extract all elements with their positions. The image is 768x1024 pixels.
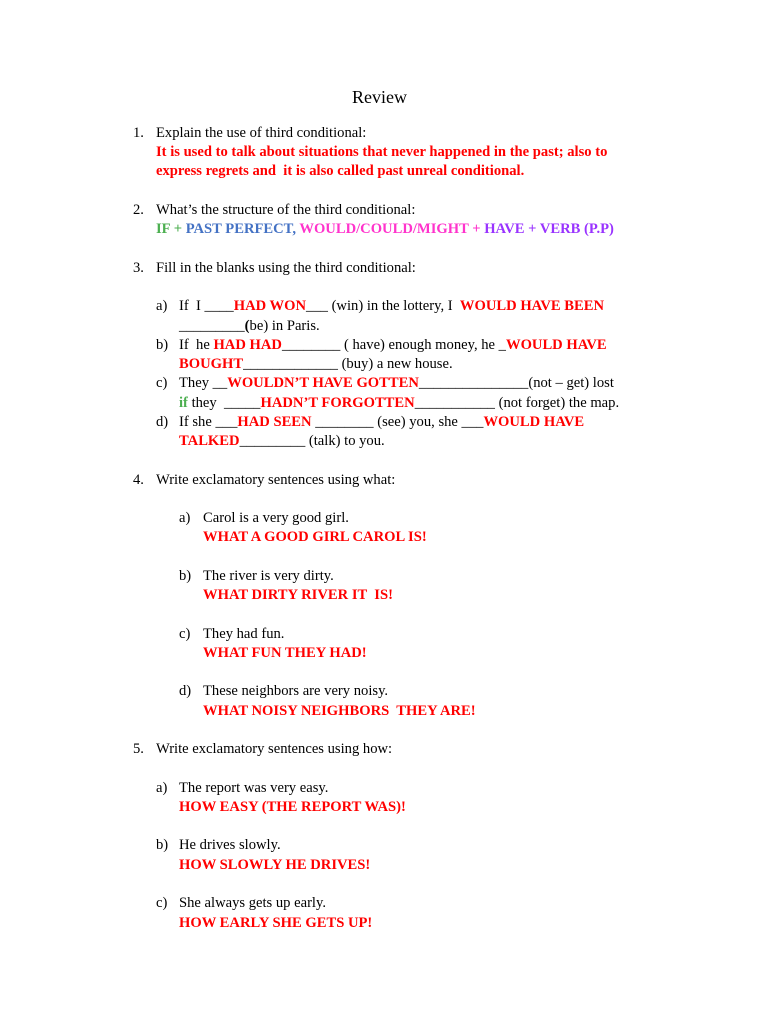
item-5a-letter: a) [156, 780, 168, 796]
answer-had-had: HAD HAD [213, 337, 282, 353]
item-3d-line-2: TALKED_________ (talk) to you. [179, 433, 385, 449]
item-4a-answer: WHAT A GOOD GIRL CAROL IS! [203, 529, 427, 545]
item-3b-letter: b) [156, 337, 169, 353]
question-1-answer-line-2: express regrets and it is also called past unreal conditional. [156, 163, 525, 179]
question-3-number: 3. [133, 260, 144, 276]
structure-modals: WOULD/COULD/MIGHT [295, 221, 469, 237]
structure-if: IF [156, 221, 171, 237]
answer-hadnt-forgotten: HADN’T FORGOTTEN [260, 395, 415, 411]
item-3c-line-2: if they _____HADN’T FORGOTTEN___________ (not forget) the map. [179, 395, 620, 411]
question-4-prompt: Write exclamatory sentences using what: [156, 472, 396, 488]
item-4d-sentence: These neighbors are very noisy. [203, 683, 389, 699]
question-2-prompt: What’s the structure of the third conditional: [156, 202, 416, 218]
question-2-answer [156, 220, 614, 238]
question-5-prompt: Write exclamatory sentences using how: [156, 741, 393, 757]
structure-have-verb: HAVE + VERB (P.P) [484, 221, 614, 237]
structure-plus: + [468, 221, 485, 237]
item-3a-line-2: _________(be) in Paris. [179, 318, 320, 334]
item-4d-answer: WHAT NOISY NEIGHBORS THEY ARE! [203, 703, 476, 719]
structure-plus: + [170, 221, 186, 237]
item-3a-line-1: If I ____HAD WON___ (win) in the lottery, I WOULD HAVE BEEN [179, 298, 604, 314]
item-5b-answer: HOW SLOWLY HE DRIVES! [179, 857, 371, 873]
question-1-number: 1. [133, 125, 144, 141]
question-2-number: 2. [133, 202, 144, 218]
item-4c-sentence: They had fun. [203, 626, 285, 642]
if-word: if [179, 395, 188, 411]
item-3b-line-2: BOUGHT_____________ (buy) a new house. [179, 356, 453, 372]
item-4c-letter: c) [179, 626, 191, 642]
answer-would-have: WOULD HAVE [505, 337, 607, 353]
item-5a-sentence: The report was very easy. [179, 780, 329, 796]
item-4a-sentence: Carol is a very good girl. [203, 510, 349, 526]
item-5b-sentence: He drives slowly. [179, 837, 281, 853]
item-3d-letter: d) [156, 414, 169, 430]
item-4b-answer: WHAT DIRTY RIVER IT IS! [203, 587, 393, 603]
question-4-number: 4. [133, 472, 144, 488]
item-3c-line-1: They __WOULDN’T HAVE GOTTEN_______________(not – get) lost [179, 375, 614, 391]
item-5a-answer: HOW EASY (THE REPORT WAS)! [179, 799, 406, 815]
item-4b-sentence: The river is very dirty. [203, 568, 334, 584]
page-title: Review [352, 87, 407, 107]
answer-would-have: WOULD HAVE [483, 414, 585, 430]
item-5b-letter: b) [156, 837, 169, 853]
item-4d-letter: d) [179, 683, 192, 699]
answer-bought: BOUGHT [179, 356, 244, 372]
item-4a-letter: a) [179, 510, 191, 526]
question-1-answer-line-1: It is used to talk about situations that never happened in the past; also to [156, 144, 608, 160]
item-4b-letter: b) [179, 568, 192, 584]
item-4c-answer: WHAT FUN THEY HAD! [203, 645, 367, 661]
item-3a-letter: a) [156, 298, 168, 314]
item-5c-sentence: She always gets up early. [179, 895, 326, 911]
question-5-number: 5. [133, 741, 144, 757]
item-3b-line-1: If he HAD HAD________ ( have) enough money, he _WOULD HAVE [179, 337, 607, 353]
structure-past-perfect: PAST PERFECT, [185, 221, 296, 237]
item-3c-letter: c) [156, 375, 168, 391]
answer-had-seen: HAD SEEN [237, 414, 312, 430]
answer-had-won: HAD WON [233, 298, 307, 314]
question-3-prompt: Fill in the blanks using the third conditional: [156, 260, 416, 276]
answer-talked: TALKED [179, 433, 240, 449]
item-5c-answer: HOW EARLY SHE GETS UP! [179, 915, 373, 931]
item-3d-line-1: If she ___HAD SEEN ________ (see) you, she ___WOULD HAVE [179, 414, 585, 430]
item-5c-letter: c) [156, 895, 168, 911]
question-1-prompt: Explain the use of third conditional: [156, 125, 367, 141]
answer-would-have-been: WOULD HAVE BEEN [459, 298, 604, 314]
answer-wouldnt-have-gotten: WOULDN’T HAVE GOTTEN [227, 375, 419, 391]
